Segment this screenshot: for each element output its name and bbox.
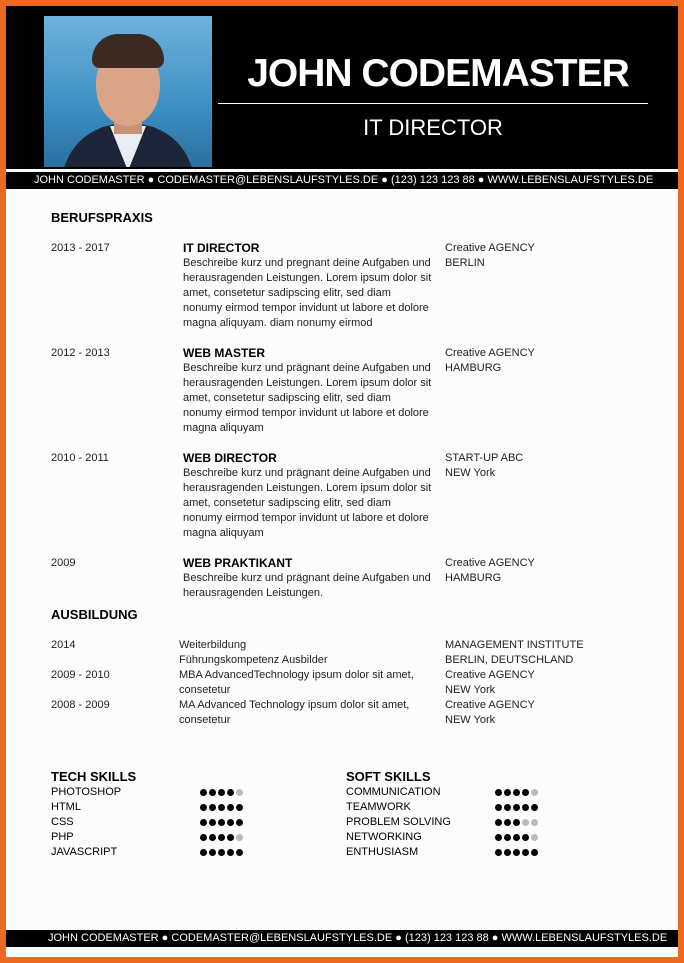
skill-dot-filled xyxy=(504,804,511,811)
tech-skill-name: JAVASCRIPT xyxy=(51,846,118,858)
education-location: NEW York xyxy=(445,684,496,696)
education-years: 2009 - 2010 xyxy=(51,669,110,681)
skill-dot-filled xyxy=(513,819,520,826)
skill-dot-empty xyxy=(531,819,538,826)
skill-dot-filled xyxy=(495,819,502,826)
skill-dot-filled xyxy=(218,789,225,796)
experience-city: BERLIN xyxy=(445,257,485,269)
education-institution: Creative AGENCY xyxy=(445,669,535,681)
education-degree-line2: consetetur xyxy=(179,714,231,726)
skill-dot-empty xyxy=(236,834,243,841)
experience-description: Beschreibe kurz und prägnant deine Aufgaben und herausragenden Leistungen. xyxy=(183,572,431,599)
skill-dot-filled xyxy=(513,849,520,856)
skill-dot-filled xyxy=(495,789,502,796)
experience-org xyxy=(445,556,645,586)
skill-dot-filled xyxy=(209,849,216,856)
education-org xyxy=(445,638,645,668)
skill-dot-empty xyxy=(531,789,538,796)
experience-city: HAMBURG xyxy=(445,362,502,374)
skill-dot-empty xyxy=(531,834,538,841)
tech-skill-rating xyxy=(200,815,243,830)
experience-years: 2012 - 2013 xyxy=(51,347,110,359)
tech-skill-name: CSS xyxy=(51,816,74,828)
profile-photo xyxy=(44,16,212,167)
person-name: JOHN CODEMASTER xyxy=(247,52,629,95)
skill-dot-filled xyxy=(209,819,216,826)
education-degree xyxy=(179,668,429,698)
experience-company: Creative AGENCY xyxy=(445,242,535,254)
education-degree-line1: MBA AdvancedTechnology ipsum dolor sit amet, xyxy=(179,669,414,681)
contact-bar-bottom xyxy=(6,930,678,947)
experience-description: Beschreibe kurz und prägnant deine Aufgaben und herausragenden Leistungen. Lorem ipsum dolor sit amet, consetetur sadipscing elitr, sed diam nonumy eirmod tempor invidunt ut labore et dolore magna aliquyam xyxy=(183,362,432,434)
contact-line: JOHN CODEMASTER ● CODEMASTER@LEBENSLAUFSTYLES.DE ● (123) 123 123 88 ● WWW.LEBENSLAUFSTYLES.DE xyxy=(48,932,668,944)
section-title-experience: BERUFSPRAXIS xyxy=(51,210,153,225)
experience-title: WEB MASTER xyxy=(183,346,265,360)
skill-dot-filled xyxy=(227,849,234,856)
skill-dot-filled xyxy=(218,819,225,826)
skill-dot-filled xyxy=(227,789,234,796)
experience-city: NEW York xyxy=(445,467,496,479)
soft-skill-rating xyxy=(495,800,538,815)
skill-dot-filled xyxy=(218,834,225,841)
experience-org xyxy=(445,241,645,271)
education-years: 2008 - 2009 xyxy=(51,699,110,711)
experience-org xyxy=(445,451,645,481)
skill-dot-filled xyxy=(522,834,529,841)
section-title-soft-skills: SOFT SKILLS xyxy=(346,769,431,784)
education-location: NEW York xyxy=(445,714,496,726)
soft-skill-name: ENTHUSIASM xyxy=(346,846,419,858)
contact-bar-top xyxy=(6,172,678,189)
contact-line: JOHN CODEMASTER ● CODEMASTER@LEBENSLAUFSTYLES.DE ● (123) 123 123 88 ● WWW.LEBENSLAUFSTYLES.DE xyxy=(34,174,654,186)
skill-dot-filled xyxy=(236,819,243,826)
experience-description: Beschreibe kurz und pregnant deine Aufgaben und herausragenden Leistungen. Lorem ipsum dolor sit amet, consetetur sadipscing elitr, sed diam nonumy eirmod tempor invidunt ut labore et dolore magna aliquyam. diam nonumy eirmod xyxy=(183,257,432,329)
education-location: BERLIN, DEUTSCHLAND xyxy=(445,654,574,666)
skill-dot-filled xyxy=(513,789,520,796)
experience-title: WEB PRAKTIKANT xyxy=(183,556,293,570)
experience-company: START-UP ABC xyxy=(445,452,524,464)
experience-title: WEB DIRECTOR xyxy=(183,451,277,465)
skill-dot-filled xyxy=(522,789,529,796)
header-banner xyxy=(6,6,678,169)
skill-dot-filled xyxy=(504,819,511,826)
skill-dot-filled xyxy=(236,849,243,856)
skill-dot-filled xyxy=(522,804,529,811)
tech-skill-rating xyxy=(200,785,243,800)
soft-skill-rating xyxy=(495,845,538,860)
skill-dot-filled xyxy=(227,819,234,826)
tech-skill-name: HTML xyxy=(51,801,81,813)
skill-dot-filled xyxy=(495,804,502,811)
skill-dot-filled xyxy=(504,834,511,841)
education-years: 2014 xyxy=(51,639,76,651)
skill-dot-filled xyxy=(504,849,511,856)
education-degree xyxy=(179,698,429,728)
education-institution: MANAGEMENT INSTITUTE xyxy=(445,639,584,651)
experience-years: 2009 xyxy=(51,557,76,569)
experience-years: 2010 - 2011 xyxy=(51,452,109,464)
education-org xyxy=(445,668,645,698)
section-title-education: AUSBILDUNG xyxy=(51,607,138,622)
tech-skill-rating xyxy=(200,800,243,815)
education-degree-line2: consetetur xyxy=(179,684,231,696)
soft-skill-name: COMMUNICATION xyxy=(346,786,441,798)
skill-dot-filled xyxy=(200,849,207,856)
education-degree-line1: MA Advanced Technology ipsum dolor sit amet, xyxy=(179,699,410,711)
education-degree-line1: Weiterbildung xyxy=(179,639,247,651)
soft-skill-rating xyxy=(495,830,538,845)
skill-dot-filled xyxy=(513,804,520,811)
soft-skill-rating xyxy=(495,785,538,800)
job-title: IT DIRECTOR xyxy=(363,115,503,140)
soft-skill-rating xyxy=(495,815,538,830)
experience-years: 2013 - 2017 xyxy=(51,242,110,254)
skill-dot-filled xyxy=(227,804,234,811)
skill-dot-filled xyxy=(209,789,216,796)
skill-dot-filled xyxy=(522,849,529,856)
skill-dot-empty xyxy=(236,789,243,796)
education-degree-line2: Führungskompetenz Ausbilder xyxy=(179,654,328,666)
skill-dot-filled xyxy=(218,804,225,811)
skill-dot-filled xyxy=(200,789,207,796)
skill-dot-filled xyxy=(218,849,225,856)
photo-hair xyxy=(92,34,164,68)
soft-skill-name: PROBLEM SOLVING xyxy=(346,816,451,828)
skill-dot-filled xyxy=(495,834,502,841)
resume-page xyxy=(6,6,678,957)
skill-dot-filled xyxy=(200,834,207,841)
skill-dot-filled xyxy=(209,834,216,841)
skill-dot-filled xyxy=(504,789,511,796)
tech-skill-rating xyxy=(200,830,243,845)
experience-org xyxy=(445,346,645,376)
skill-dot-filled xyxy=(200,804,207,811)
experience-city: HAMBURG xyxy=(445,572,502,584)
soft-skill-name: NETWORKING xyxy=(346,831,422,843)
skill-dot-empty xyxy=(522,819,529,826)
soft-skill-name: TEAMWORK xyxy=(346,801,411,813)
skill-dot-filled xyxy=(209,804,216,811)
skill-dot-filled xyxy=(227,834,234,841)
skill-dot-filled xyxy=(200,819,207,826)
skill-dot-filled xyxy=(513,834,520,841)
experience-company: Creative AGENCY xyxy=(445,347,535,359)
section-title-tech-skills: TECH SKILLS xyxy=(51,769,137,784)
education-degree xyxy=(179,638,429,668)
header-divider xyxy=(218,103,648,104)
tech-skill-name: PHP xyxy=(51,831,74,843)
skill-dot-filled xyxy=(531,804,538,811)
skill-dot-filled xyxy=(495,849,502,856)
tech-skill-rating xyxy=(200,845,243,860)
education-org xyxy=(445,698,645,728)
skill-dot-filled xyxy=(531,849,538,856)
tech-skill-name: PHOTOSHOP xyxy=(51,786,122,798)
experience-description: Beschreibe kurz und prägnant deine Aufgaben und herausragenden Leistungen. Lorem ipsum dolor sit amet, consetetur sadipscing elitr, sed diam nonumy eirmod tempor invidunt ut labore et dolore magna aliquyam xyxy=(183,467,432,539)
skill-dot-filled xyxy=(236,804,243,811)
experience-title: IT DIRECTOR xyxy=(183,241,260,255)
education-institution: Creative AGENCY xyxy=(445,699,535,711)
experience-company: Creative AGENCY xyxy=(445,557,535,569)
